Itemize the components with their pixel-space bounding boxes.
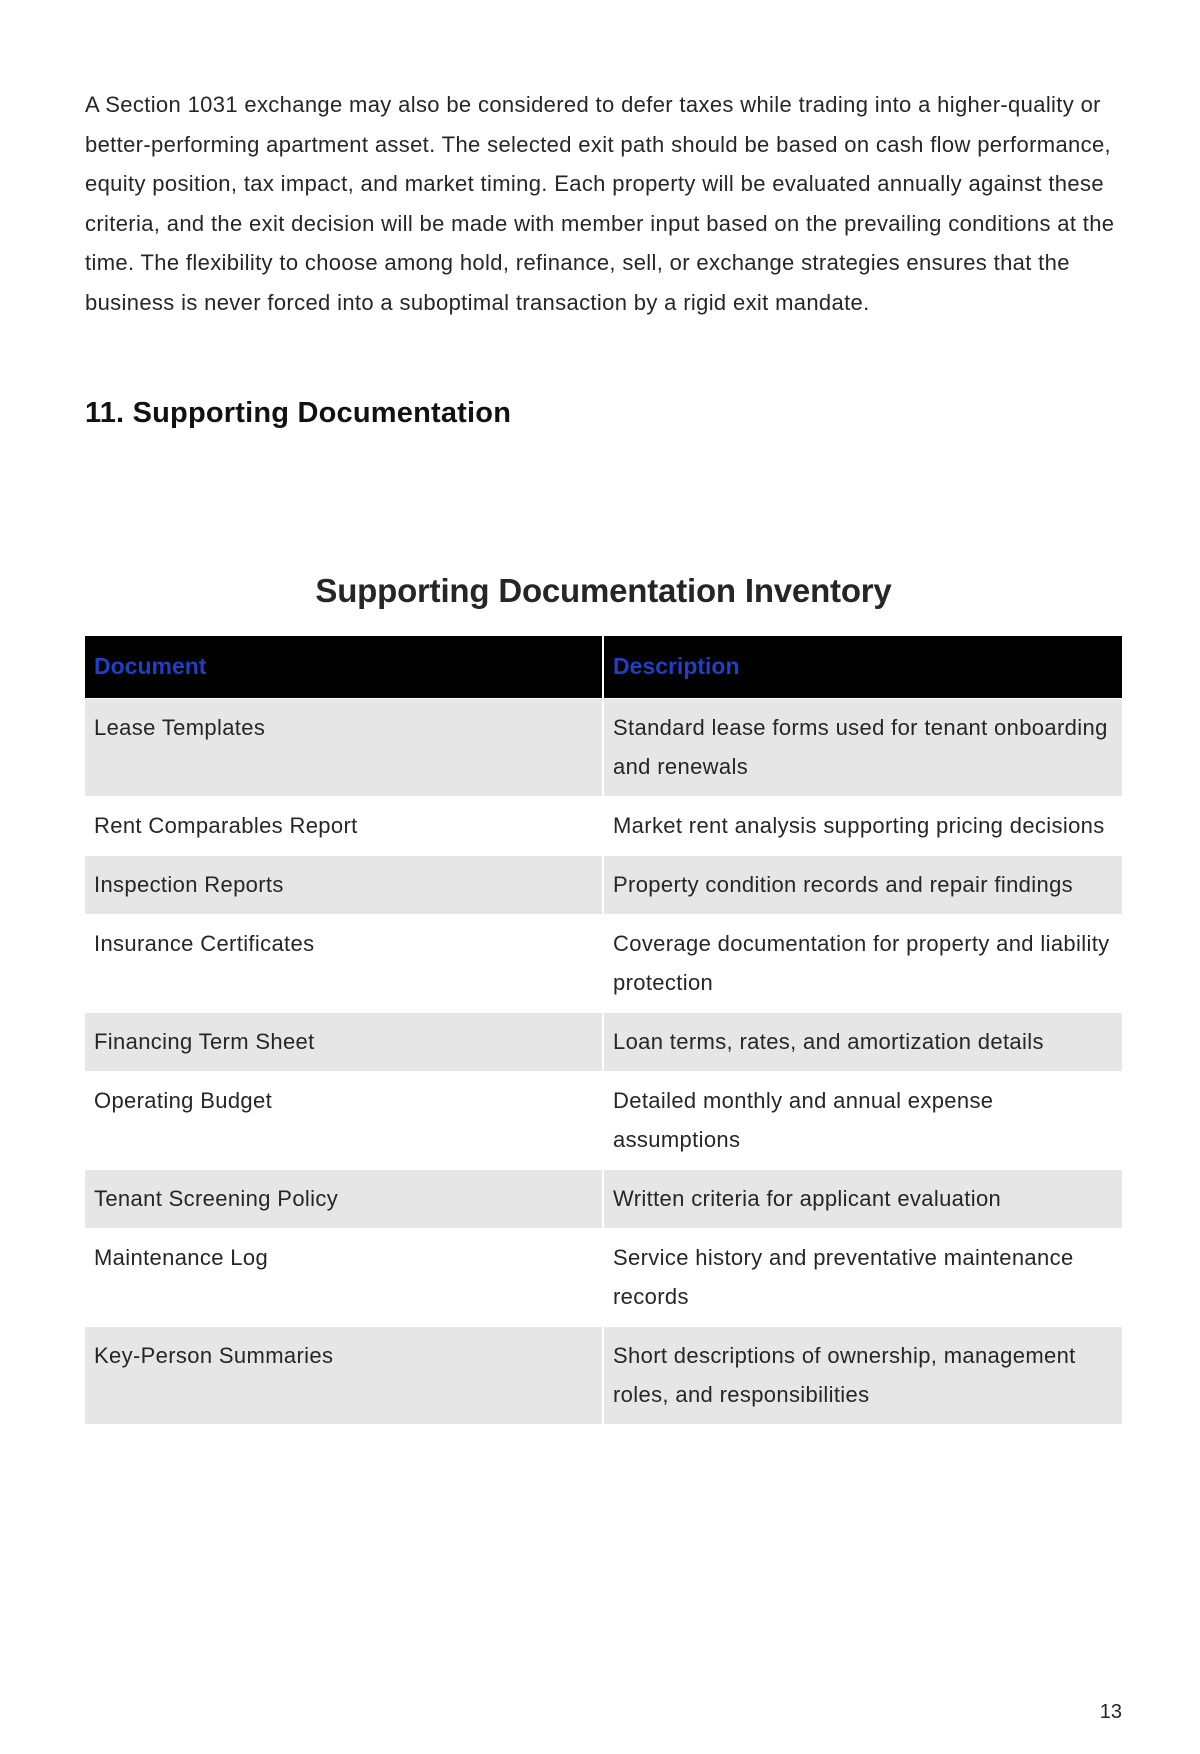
- document-cell: Tenant Screening Policy: [85, 1169, 603, 1228]
- description-cell: Loan terms, rates, and amortization details: [603, 1012, 1122, 1071]
- table-row: [85, 914, 1122, 1012]
- description-cell: Short descriptions of ownership, management roles, and responsibilities: [603, 1326, 1122, 1424]
- column-header-document: Document: [85, 636, 603, 698]
- table-row: [85, 1169, 1122, 1228]
- description-cell: Property condition records and repair findings: [603, 855, 1122, 914]
- document-cell: Financing Term Sheet: [85, 1012, 603, 1071]
- description-cell: Detailed monthly and annual expense assumptions: [603, 1071, 1122, 1169]
- description-cell: Service history and preventative maintenance records: [603, 1228, 1122, 1326]
- document-cell: Key-Person Summaries: [85, 1326, 603, 1424]
- column-header-description: Description: [603, 636, 1122, 698]
- description-cell: Standard lease forms used for tenant onboarding and renewals: [603, 698, 1122, 796]
- table-title: Supporting Documentation Inventory: [315, 572, 892, 609]
- table-row: [85, 698, 1122, 796]
- table-row: [85, 1071, 1122, 1169]
- table-row: [85, 1228, 1122, 1326]
- document-cell: Rent Comparables Report: [85, 796, 603, 855]
- intro-paragraph: A Section 1031 exchange may also be considered to defer taxes while trading into a higher-quality or better-performing apartment asset. The selected exit path should be based on cash flow performance, equity position, tax impact, and market timing. Each property will be evaluated annually against these criteria, and the exit decision will be made with member input based on the prevailing conditions at the time. The flexibility to choose among hold, refinance, sell, or exchange strategies ensures that the business is never forced into a suboptimal transaction by a rigid exit mandate.: [85, 92, 1115, 315]
- page-number: 13: [1099, 1701, 1122, 1723]
- document-cell: Lease Templates: [85, 698, 603, 796]
- document-cell: Inspection Reports: [85, 855, 603, 914]
- table-header-row: [85, 636, 1122, 698]
- table-row: [85, 1326, 1122, 1424]
- description-cell: Coverage documentation for property and liability protection: [603, 914, 1122, 1012]
- table-row: [85, 855, 1122, 914]
- document-cell: Insurance Certificates: [85, 914, 603, 1012]
- document-cell: Maintenance Log: [85, 1228, 603, 1326]
- section-heading: 11. Supporting Documentation: [85, 397, 512, 429]
- description-cell: Market rent analysis supporting pricing decisions: [603, 796, 1122, 855]
- table-row: [85, 1012, 1122, 1071]
- table-row: [85, 796, 1122, 855]
- document-cell: Operating Budget: [85, 1071, 603, 1169]
- documentation-table: [85, 636, 1122, 1424]
- description-cell: Written criteria for applicant evaluation: [603, 1169, 1122, 1228]
- document-page: [85, 0, 1122, 1754]
